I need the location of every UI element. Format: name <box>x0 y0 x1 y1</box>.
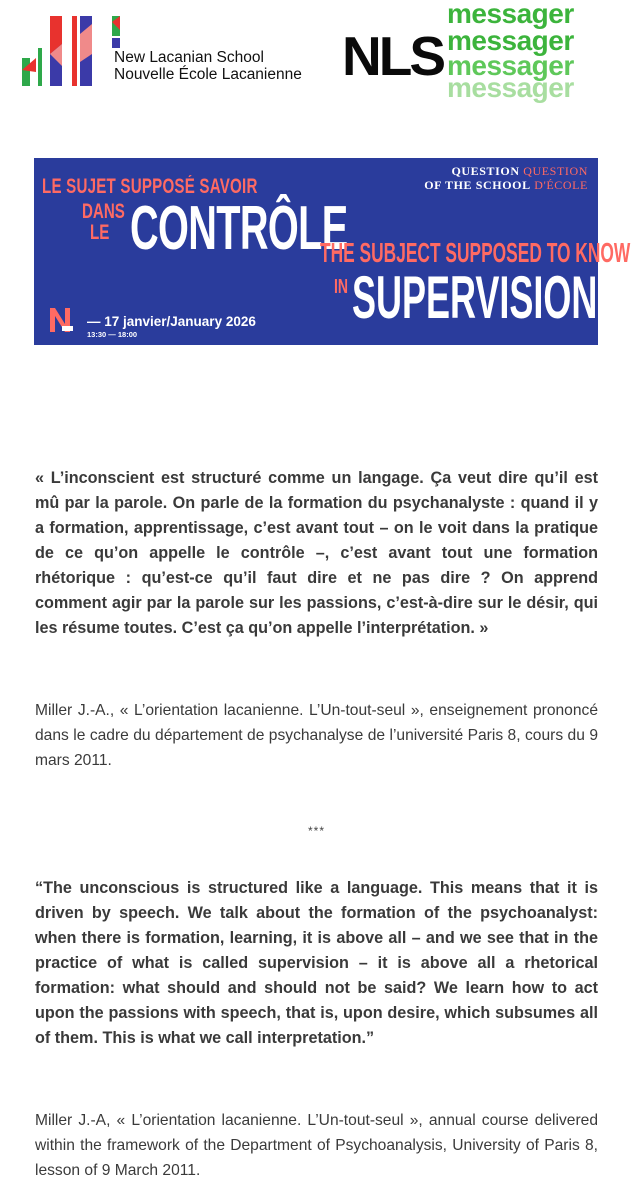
quote-english: “The unconscious is structured like a language. This means that it is driven by speech. We talk about the formation of the psychoanalyst: when there is formation, learning, it is above all – and we see that in the practice of what is called supervision – it is above all a rhetorical formation: what should and should not be said? We learn how to act upon the passions with speech, that is, upon desire, which subsumes all of them. This is what we call interpretation.” <box>35 879 598 1047</box>
reference-english: Miller J.-A, « L’orientation lacanienne. L’Un-tout-seul », annual course delivered within the framework of the Department of Psychoanalysis, University of Paris 8, lesson of 9 March 2011. <box>35 1112 598 1179</box>
messager-line-3: messager <box>447 50 574 81</box>
separator: *** <box>307 824 325 838</box>
question-word-fr: QUESTION <box>523 164 588 178</box>
banner-title-fr-main: CONTRÔLE <box>130 194 348 263</box>
banner-question-of-school <box>424 164 588 192</box>
school-names <box>114 49 302 83</box>
banner-title-en-main: SUPERVISION <box>352 264 598 331</box>
banner-title-en-line1: THE SUBJECT SUPPOSED TO KNOW <box>320 237 631 268</box>
school-name-en: New Lacanian School <box>114 49 264 66</box>
banner-title-fr-line1: LE SUJET SUPPOSÉ SAVOIR <box>42 175 258 198</box>
header <box>0 0 633 103</box>
messager-line-2: messager <box>447 25 574 56</box>
banner-date: — 17 janvier/January 2026 <box>87 314 256 329</box>
banner-title-fr-dans: DANS <box>82 200 125 223</box>
banner-time: 13:30 — 18:00 <box>87 330 138 339</box>
banner-title-en-in: IN <box>334 276 348 298</box>
messager-line-1: messager <box>447 0 574 29</box>
quote-french: « L’inconscient est structuré comme un langage. Ça veut dire qu’il est mû par la parole. On parle de la formation du psychanalyste : quand il y a formation, apprentissage, c’est avant tout – on le voit dans la pratique de ce qu’on appelle le contrôle –, c’est avant tout une formation rhétorique : qu’est-ce qu’il faut dire et ne pas dire ? On apprend comment agir par la parole sur les passions, c’est-à-dire sur le désir, qui les résume toutes. C’est ça qu’on appelle l’interprétation. » <box>35 469 598 637</box>
messager-line-4: messager <box>447 72 574 103</box>
event-banner <box>34 158 631 345</box>
of-the-school: OF THE SCHOOL <box>424 178 531 192</box>
d-ecole: D'ÉCOLE <box>534 178 588 192</box>
nls-acronym: NLS <box>342 25 443 87</box>
reference-french: Miller J.-A., « L’orientation lacanienne. L’Un-tout-seul », enseignement prononcé dans le cadre du département de psychanalyse de l’université Paris 8, cours du 9 mars 2011. <box>35 702 598 769</box>
nls-monogram-icon <box>48 306 74 334</box>
banner-title-fr-le: LE <box>90 221 110 244</box>
question-word-en: QUESTION <box>451 164 520 178</box>
messager-logo <box>447 0 617 103</box>
school-name-fr: Nouvelle École Lacanienne <box>114 66 302 83</box>
